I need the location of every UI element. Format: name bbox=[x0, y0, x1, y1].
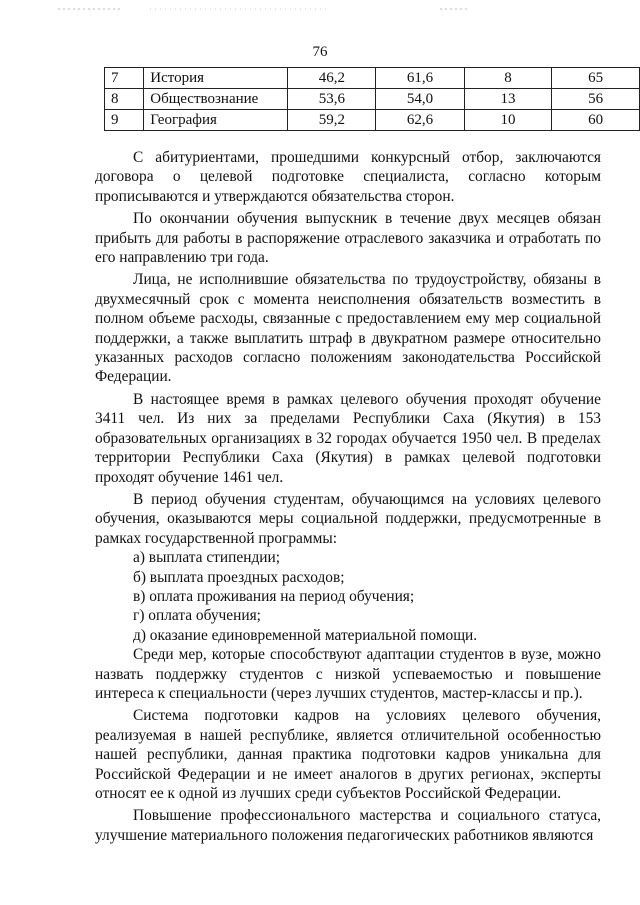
subject-cell: География bbox=[144, 110, 288, 131]
table-row bbox=[105, 89, 640, 110]
list-item: в) оплата проживания на период обучения; bbox=[133, 587, 415, 605]
value-cell: 46,2 bbox=[288, 68, 376, 89]
row-number: 9 bbox=[105, 110, 144, 131]
page-number: 76 bbox=[312, 44, 328, 60]
results-table bbox=[104, 67, 640, 131]
paragraph: Система подготовки кадров на условиях целевого обучения, реализуемая в нашей республике, является отличительной особенностью нашей республики, данная практика подготовки кадров уникальна для Российской Федерации и не имеет аналогов в других регионах, эксперты относят ее к одной из лучших среди субъектов Российской Федерации. bbox=[95, 707, 601, 802]
row-number: 8 bbox=[105, 89, 144, 110]
paragraph: Лица, не исполнившие обязательства по трудоустройству, обязаны в двухмесячный срок с момента неисполнения обязательств возместить в полном объеме расходы, связанные с предоставлением ему мер социальной поддержки, а также выплатить штраф в двукратном размере относительно указанных расходов согласно положениям законодательства Российской Федерации. bbox=[95, 271, 601, 386]
list-item: г) оплата обучения; bbox=[133, 607, 261, 625]
value-cell: 10 bbox=[464, 110, 552, 131]
paragraph: С абитуриентами, прошедшими конкурсный отбор, заключаются договора о целевой подготовке специалиста, согласно которым прописываются и утверждаются обязательства сторон. bbox=[95, 149, 601, 205]
subject-cell: Обществознание bbox=[144, 89, 288, 110]
value-cell: 8 bbox=[464, 68, 552, 89]
paragraph: В период обучения студентам, обучающимся на условиях целевого обучения, оказываются меры социальной поддержки, предусмотренные в рамках государственной программы: bbox=[95, 490, 601, 547]
row-number: 7 bbox=[105, 68, 144, 89]
document-body bbox=[95, 148, 601, 845]
value-cell: 65 bbox=[552, 68, 640, 89]
paragraph: В настоящее время в рамках целевого обучения проходят обучение 3411 чел. Из них за пределами Республики Саха (Якутия) в 153 образовательных организациях в 32 городах обучается 1950 чел. В пределах территории Республики Саха (Якутия) в рамках целевой подготовки проходят обучение 1461 чел. bbox=[95, 390, 601, 486]
table-row bbox=[105, 110, 640, 131]
list-item: б) выплата проездных расходов; bbox=[133, 568, 345, 586]
value-cell: 13 bbox=[464, 89, 552, 110]
value-cell: 56 bbox=[552, 89, 640, 110]
scan-artifact-marks bbox=[0, 6, 640, 12]
value-cell: 62,6 bbox=[376, 110, 464, 131]
list-item: а) выплата стипендии; bbox=[133, 549, 281, 567]
subject-cell: История bbox=[144, 68, 288, 89]
value-cell: 59,2 bbox=[288, 110, 376, 131]
paragraph: По окончании обучения выпускник в течение двух месяцев обязан прибыть для работы в распоряжение отраслевого заказчика и отработать по его направлению три года. bbox=[95, 210, 601, 267]
value-cell: 61,6 bbox=[376, 68, 464, 89]
paragraph: Среди мер, которые способствуют адаптации студентов в вузе, можно назвать поддержку студентов с низкой успеваемостью и повышение интереса к специальности (через лучших студентов, мастер-классы и пр.). bbox=[95, 646, 601, 702]
table-row bbox=[105, 68, 640, 89]
value-cell: 53,6 bbox=[288, 89, 376, 110]
value-cell: 54,0 bbox=[376, 89, 464, 110]
value-cell: 60 bbox=[552, 110, 640, 131]
paragraph: Повышение профессионального мастерства и социального статуса, улучшение материального положения педагогических работников являются bbox=[95, 807, 601, 844]
list-item: д) оказание единовременной материальной помощи. bbox=[133, 626, 478, 644]
